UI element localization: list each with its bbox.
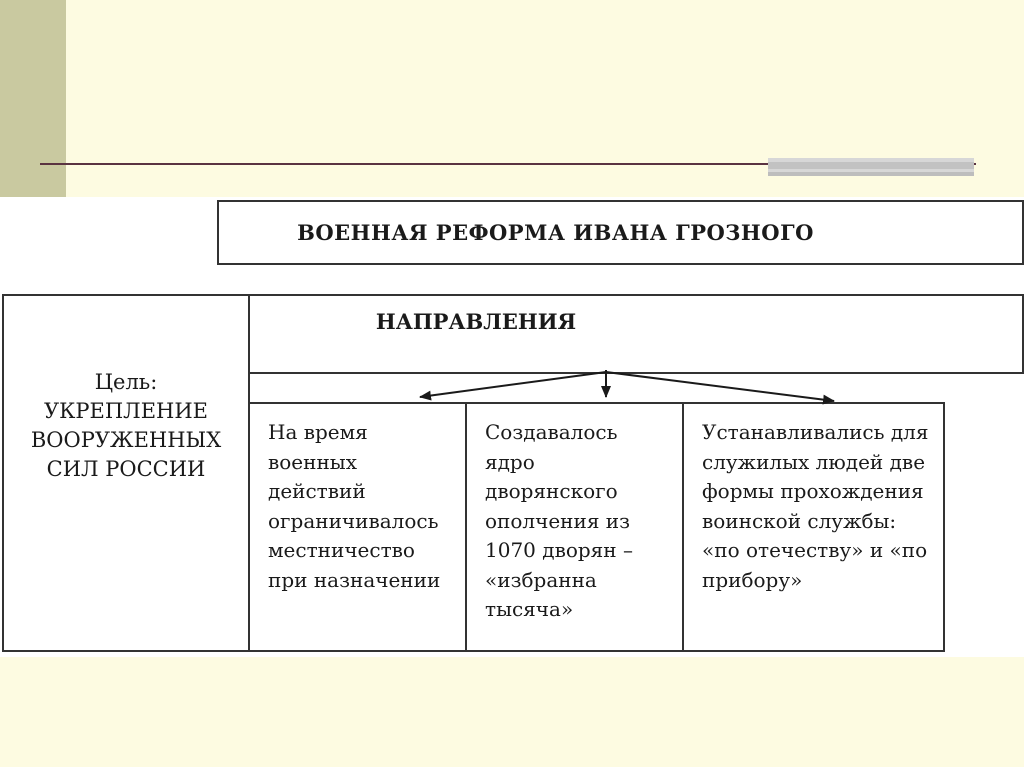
direction-item-3 xyxy=(682,402,945,652)
direction-item-2 xyxy=(465,402,684,652)
directions-box xyxy=(248,294,1024,374)
direction-item-text: Устанавливались для служилых людей две формы прохождения воинской службы: «по отечеству» и «по прибору» xyxy=(702,420,929,592)
gray-accent-bar xyxy=(768,158,974,176)
directions-heading: НАПРАВЛЕНИЯ xyxy=(375,308,577,334)
direction-item-text: На время военных действий ограничивалось местничество при назначении xyxy=(268,420,441,592)
direction-item-1 xyxy=(248,402,467,652)
reform-title: ВОЕННАЯ РЕФОРМА ИВАНА ГРОЗНОГО xyxy=(297,220,814,245)
goal-text: УКРЕПЛЕНИЕ ВООРУЖЕННЫХ СИЛ РОССИИ xyxy=(30,399,222,481)
reform-title-box xyxy=(217,200,1024,265)
left-accent-bar xyxy=(0,0,66,197)
goal-label: Цель: xyxy=(94,370,158,394)
goal-box xyxy=(2,294,250,652)
direction-item-text: Создавалось ядро дворянского ополчения из 1070 дворян – «избранна тысяча» xyxy=(485,420,633,621)
